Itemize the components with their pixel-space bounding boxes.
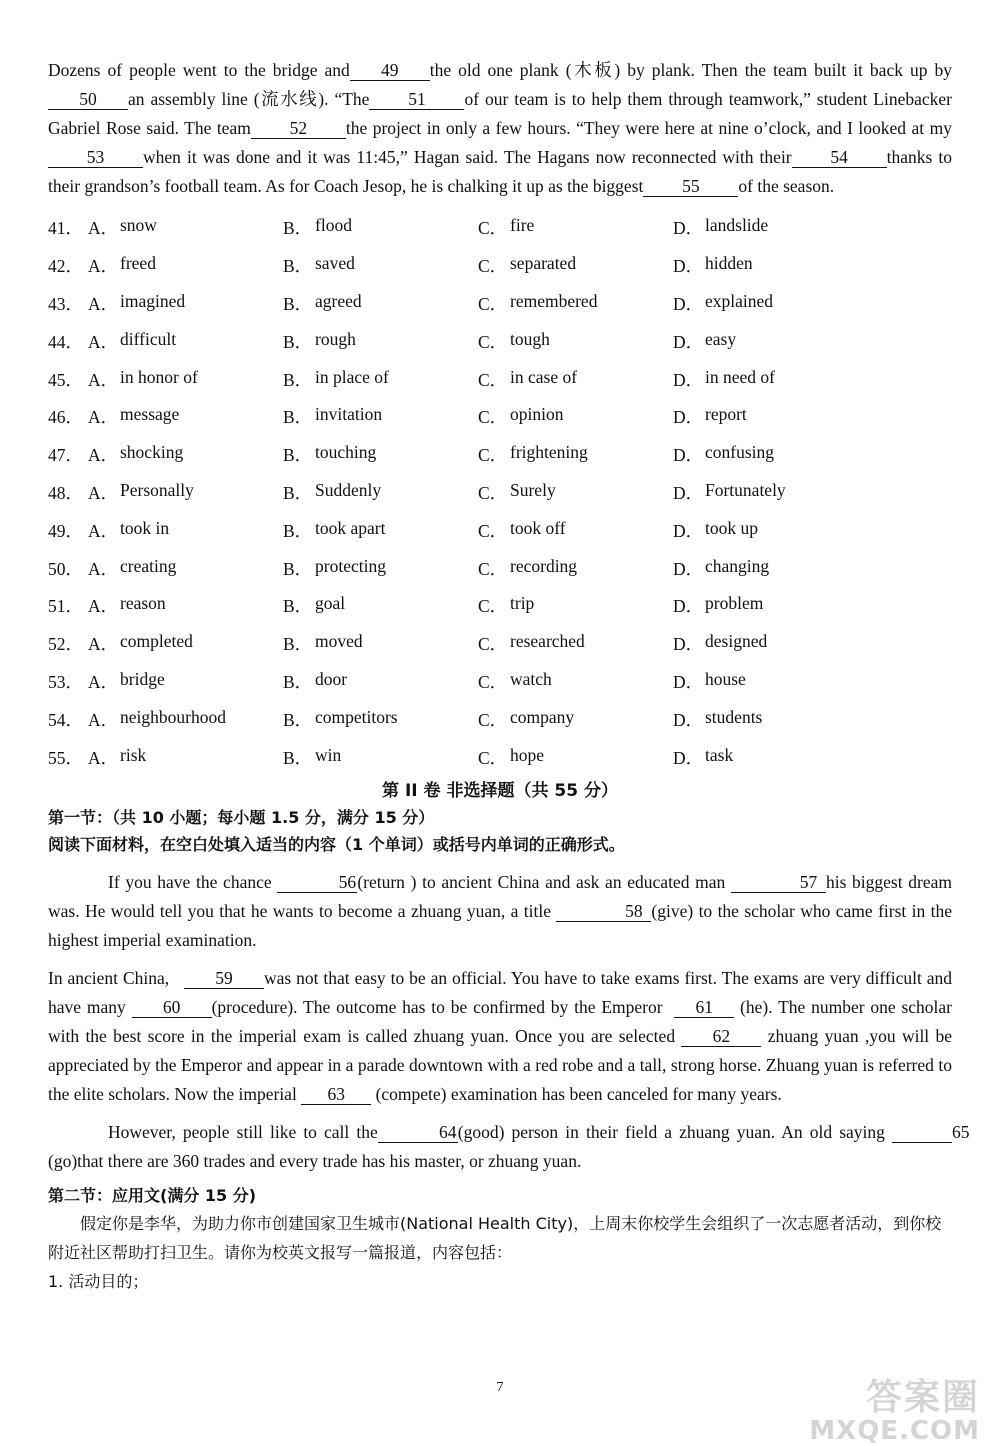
blank-55: 55 <box>643 176 738 197</box>
option-row: 41． A． snow B． flood C． fire D． landslide <box>48 215 769 239</box>
blank-49: 49 <box>350 60 430 81</box>
blank-60: 60 <box>132 997 212 1018</box>
part-two-title: 第 II 卷 非选择题（共 55 分） <box>382 780 618 801</box>
blank-63: 63 <box>301 1084 371 1105</box>
blank-64: 64 <box>378 1122 458 1143</box>
blank-59: 59 <box>184 968 264 989</box>
option-row: 46． A． message B． invitation C． opinion D． report <box>48 404 747 428</box>
cloze-passage-end: Dozens of people went to the bridge and 49 the old one plank (木板) by plank. Then the team built it back up by50 an assembly line (流水线). “The 51 of our team is to help them through teamwork,” student Linebacker Gabriel Rose said. The team 52 the project in only a few hours. “They were here at nine o’clock, and I looked at my53 when it was done and it was 11:45,” Hagan said. The Hagans now reconnected with their 54 thanks to their grandson’s football team. As for Coach Jesop, he is chalking it up as the biggest 55 of the season. <box>48 60 952 196</box>
section-two-heading: 第二节：应用文(满分 15 分) <box>48 1185 257 1205</box>
blank-65: 65 <box>892 1122 952 1143</box>
option-row: 53． A． bridge B． door C． watch D． house <box>48 668 746 692</box>
option-row: 47． A． shocking B． touching C． frightening D． confusing <box>48 442 775 466</box>
blank-58: 58 <box>556 901 651 922</box>
option-row: 54． A． neighbourhood B． competitors C． company D． students <box>48 706 763 730</box>
option-row: 52． A． completed B． moved C． researched D． designed <box>48 631 768 655</box>
option-row: 51． A． reason B． goal C． trip D． problem <box>48 593 764 617</box>
writing-task-item-1: 1. 活动目的； <box>48 1271 149 1291</box>
blank-56: 56 <box>277 872 357 893</box>
section-one-instructions: 阅读下面材料，在空白处填入适当的内容（1 个单词）或括号内单词的正确形式。 <box>48 834 625 854</box>
section-one-heading: 第一节：（共 10 小题；每小题 1.5 分，满分 15 分） <box>48 807 435 827</box>
grammar-paragraph-1: If you have the chance 56(return ) to ancient China and ask an educated man 57 his biggest dream was. He would tell you that he wants to become a zhuang yuan, a title 58 (give) to the scholar who came first in the highest imperial examination. <box>48 871 953 950</box>
blank-57: 57 <box>731 872 826 893</box>
blank-53: 53 <box>48 147 143 168</box>
blank-62: 62 <box>681 1026 761 1047</box>
option-row: 44． A． difficult B． rough C． tough D． easy <box>48 328 737 352</box>
blank-51: 51 <box>369 89 464 110</box>
option-row: 43． A． imagined B． agreed C． remembered D． explained <box>48 290 774 314</box>
blank-52: 52 <box>251 118 346 139</box>
grammar-paragraph-2: In ancient China, 59 was not that easy to be an official. You have to take exams first. The exams are very difficult and have many 60 (procedure). The outcome has to be confirmed by the Emperor 61 (he). The number one scholar with the best score in the imperial exam is called zhuang yuan. Once you are selected 62 zhuang yuan ,you will be appreciated by the Emperor and appear in a parade downtown with a red robe and a tall, strong horse. Zhuang yuan is referred to the elite scholars. Now the imperial 63 (compete) examination has been canceled for many years. <box>48 967 953 1104</box>
site-watermark-logo: 答案圈 MXQE.COM <box>809 1377 980 1446</box>
option-row: 55． A． risk B． win C． hope D． task <box>48 744 734 768</box>
option-row: 48． A． Personally B． Suddenly C． Surely D． Fortunately <box>48 479 786 503</box>
writing-task-prompt: 假定你是李华，为助力你市创建国家卫生城市(National Health City)，上周末你校学生会组织了一次志愿者活动，到你校附近社区帮助打扫卫生。请你为校英文报写一篇报道，内容包括： <box>48 1213 942 1262</box>
blank-50: 50 <box>48 89 128 110</box>
blank-54: 54 <box>792 147 887 168</box>
option-row: 45． A． in honor of B． in place of C． in case of D． in need of <box>48 366 775 390</box>
option-row: 50． A． creating B． protecting C． recording D． changing <box>48 555 770 579</box>
grammar-paragraph-3: However, people still like to call the 64(good) person in their field a zhuang yuan. An old saying 65(go)that there are 360 trades and every trade has his master, or zhuang yuan. <box>48 1121 970 1171</box>
page-number: 7 <box>496 1380 504 1395</box>
exam-page <box>48 56 970 1296</box>
option-row: 42． A． freed B． saved C． separated D． hidden <box>48 253 753 277</box>
blank-61: 61 <box>674 997 734 1018</box>
answer-options-list <box>48 209 952 776</box>
option-row: 49． A． took in B． took apart C． took off D． took up <box>48 517 758 541</box>
